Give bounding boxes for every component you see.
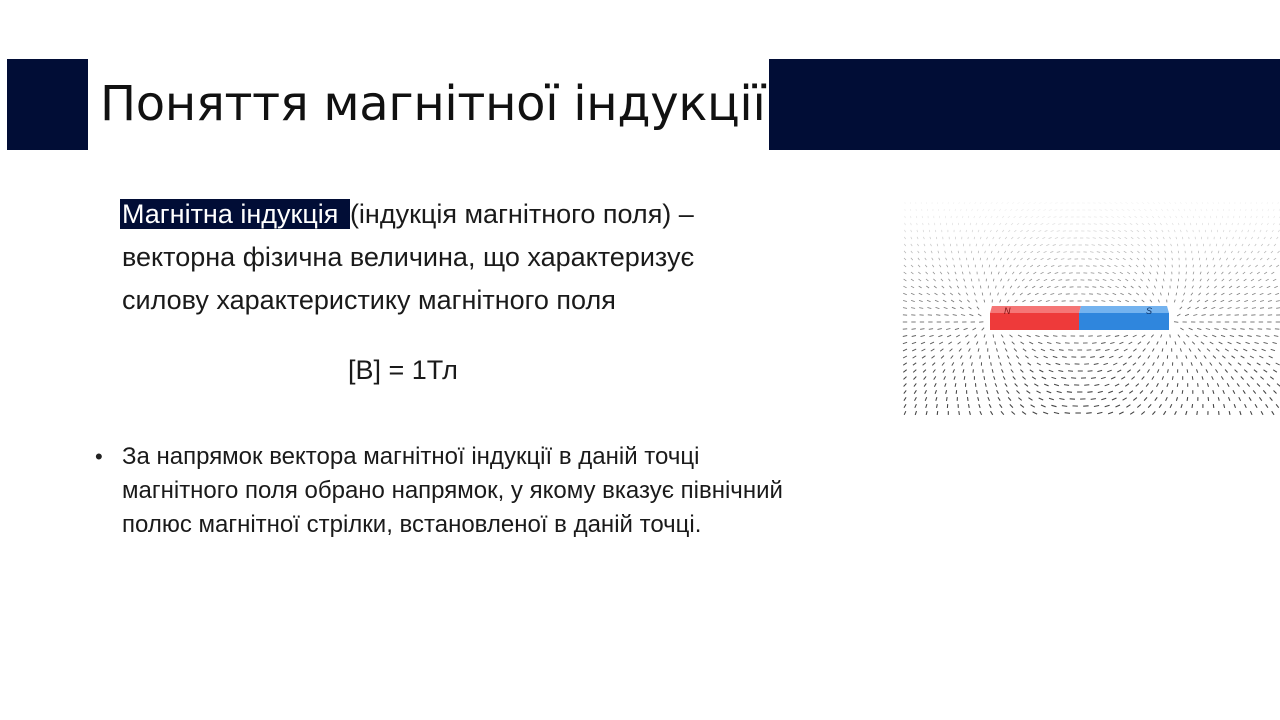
bullet-line-1: За напрямок вектора магнітної індукції в даній точці [122, 443, 700, 470]
definition-text [122, 193, 882, 322]
magnet-south-pole [1079, 313, 1169, 330]
unit-formula: [B] = 1Тл [348, 355, 458, 385]
title-band-right [769, 59, 1280, 150]
definition-line-2: векторна фізична величина, що характеризує [122, 242, 695, 272]
south-label: S [1146, 306, 1153, 316]
bullet-line-2: магнітного поля обрано напрямок, у якому вказує північний [122, 477, 783, 504]
highlighted-term: Магнітна індукція [120, 199, 350, 229]
magnet-field-image [899, 193, 1280, 420]
bar-magnet [990, 306, 1169, 330]
definition-line-3: силову характеристику магнітного поля [122, 285, 616, 315]
definition-line-1 [122, 193, 882, 236]
slide-title: Поняття магнітної індукції [100, 76, 766, 132]
bullet-line-3: полюс магнітної стрілки, встановленої в даній точці. [122, 511, 702, 538]
north-label: N [1004, 306, 1011, 316]
definition-line-1-rest: (індукція магнітного поля) – [349, 199, 694, 229]
title-band-left [7, 59, 88, 150]
bullet-item [122, 440, 962, 542]
bullet-icon: • [95, 444, 103, 469]
